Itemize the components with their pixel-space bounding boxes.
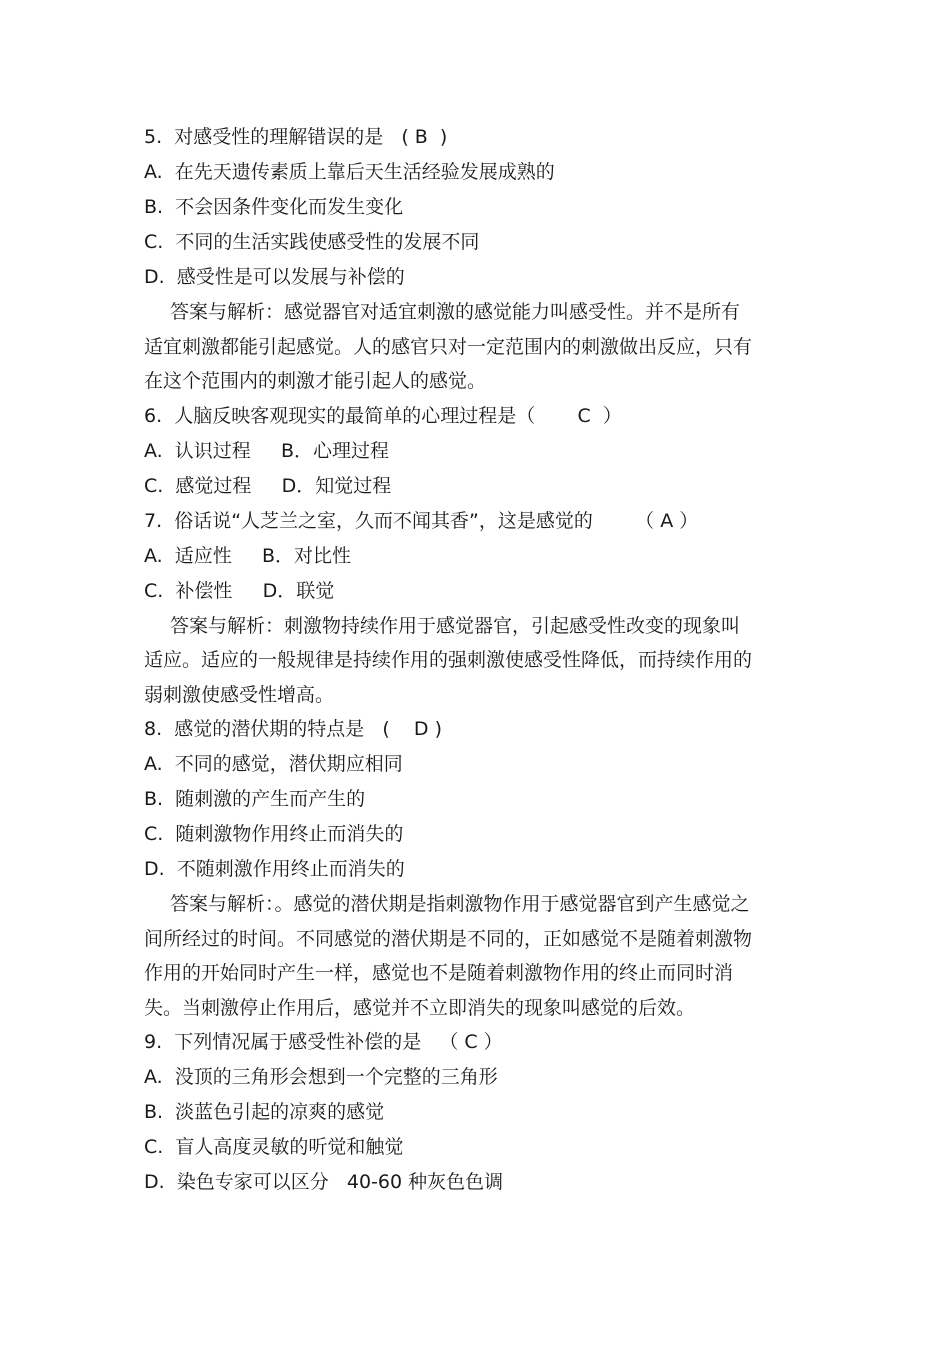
question-7-options-ab: A. 适应性 B．对比性	[144, 544, 352, 567]
question-9-option-d: D. 染色专家可以区分 40-60 种灰色色调	[144, 1171, 504, 1193]
question-7-options-cd: C. 补偿性 D．联觉	[144, 579, 335, 602]
question-9-stem: 9. 下列情况属于感受性补偿的是 （ C ）	[144, 1031, 503, 1053]
question-8-stem: 8. 感觉的潜伏期的特点是 ( D )	[144, 718, 442, 740]
question-6-options-ab: A. 认识过程 B．心理过程	[144, 439, 390, 462]
question-9-option-c: C. 盲人高度灵敏的听觉和触觉	[144, 1136, 404, 1158]
question-6-stem: 6. 人脑反映客观现实的最简单的心理过程是（ C ）	[144, 404, 622, 427]
question-9-option-a: A. 没顶的三角形会想到一个完整的三角形	[144, 1066, 498, 1088]
question-8-option-d: D. 不随刺激作用终止而消失的	[144, 858, 405, 880]
question-8-explanation: 答案与解析：。感觉的潜伏期是指刺激物作用于感觉器官到产生感觉之间所经过的时间。不同感觉的潜伏期是不同的，正如感觉不是随着刺激物作用的开始同时产生一样，感觉也不是随着刺激物作用的终止而同时消失。当刺激停止作用后，感觉并不立即消失的现象叫感觉的后效。	[144, 893, 753, 1019]
question-5-option-b: B. 不会因条件变化而发生变化	[144, 196, 404, 218]
question-7-stem: 7. 俗话说“人芝兰之室，久而不闻其香”，这是感觉的 （ A ）	[144, 509, 699, 532]
question-5-option-d: D. 感受性是可以发展与补偿的	[144, 266, 405, 288]
question-6-options-cd: C. 感觉过程 D．知觉过程	[144, 474, 392, 497]
question-8-option-a: A. 不同的感觉，潜伏期应相同	[144, 753, 403, 775]
question-5-option-c: C. 不同的生活实践使感受性的发展不同	[144, 231, 480, 253]
question-5-explanation: 答案与解析：感觉器官对适宜刺激的感觉能力叫感受性。并不是所有适宜刺激都能引起感觉。人的感官只对一定范围内的刺激做出反应，只有在这个范围内的刺激才能引起人的感觉。	[144, 301, 753, 392]
question-9-option-b: B. 淡蓝色引起的凉爽的感觉	[144, 1101, 385, 1123]
question-7-explanation: 答案与解析：刺激物持续作用于感觉器官，引起感受性改变的现象叫适应。适应的一般规律是持续作用的强刺激使感受性降低，而持续作用的弱刺激使感受性增高。	[144, 614, 753, 706]
question-5-stem: 5. 对感受性的理解错误的是 ( B )	[144, 126, 448, 148]
question-5-option-a: A. 在先天遗传素质上靠后天生活经验发展成熟的	[144, 161, 555, 183]
question-8-option-b: B. 随刺激的产生而产生的	[144, 788, 366, 810]
question-8-option-c: C. 随刺激物作用终止而消失的	[144, 823, 404, 845]
